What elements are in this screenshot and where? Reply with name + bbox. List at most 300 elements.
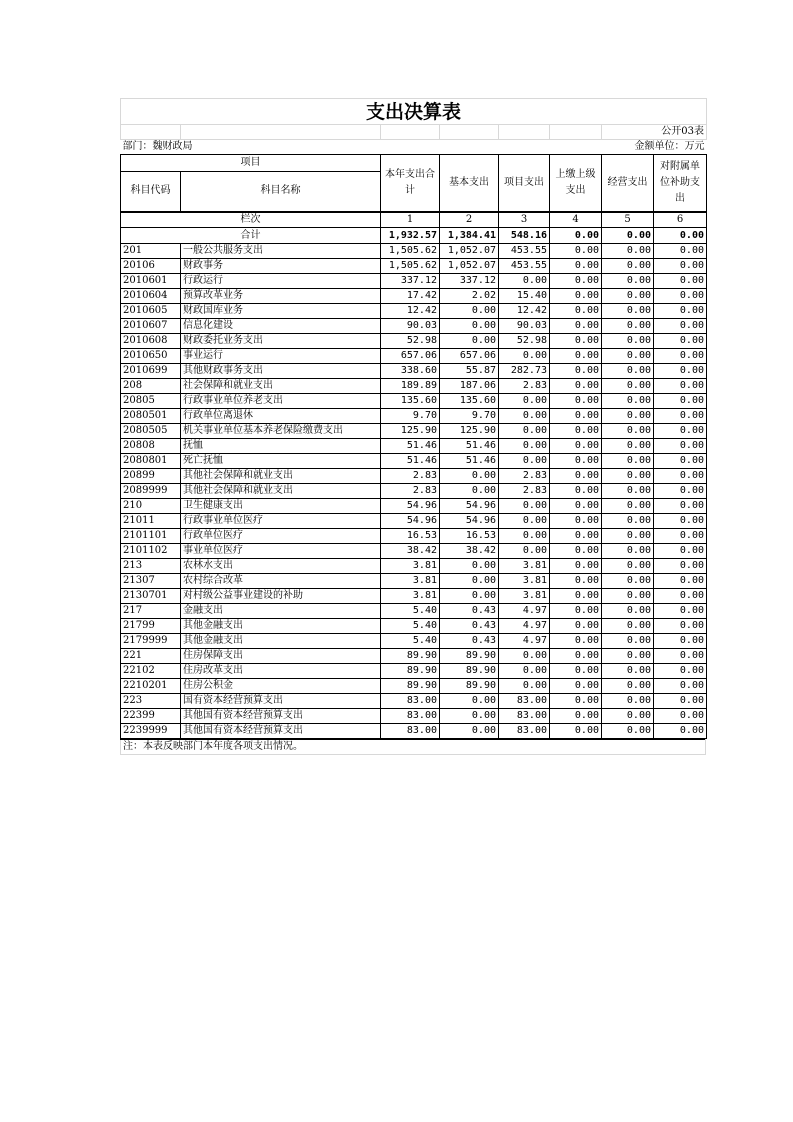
column-index-5: 5 <box>602 212 654 228</box>
amount-cell: 0.00 <box>654 544 707 559</box>
subject-code: 2089999 <box>121 484 181 499</box>
header-basic: 基本支出 <box>440 155 499 212</box>
amount-cell: 2.83 <box>499 469 550 484</box>
table-row <box>121 379 707 394</box>
amount-cell: 453.55 <box>499 244 550 259</box>
amount-cell: 51.46 <box>440 454 499 469</box>
amount-cell: 0.00 <box>602 679 654 694</box>
amount-cell: 189.89 <box>381 379 440 394</box>
total-value: 0.00 <box>550 228 602 244</box>
column-index-1: 1 <box>381 212 440 228</box>
amount-cell: 52.98 <box>381 334 440 349</box>
amount-cell: 0.00 <box>499 424 550 439</box>
amount-cell: 0.00 <box>602 364 654 379</box>
amount-cell: 187.06 <box>440 379 499 394</box>
subject-name: 住房保障支出 <box>181 649 381 664</box>
amount-cell: 0.00 <box>602 259 654 274</box>
table-row <box>121 724 707 739</box>
amount-cell: 0.00 <box>440 574 499 589</box>
amount-cell: 54.96 <box>440 499 499 514</box>
subject-name: 其他国有资本经营预算支出 <box>181 709 381 724</box>
amount-cell: 12.42 <box>499 304 550 319</box>
amount-cell: 0.00 <box>654 379 707 394</box>
amount-cell: 0.00 <box>499 664 550 679</box>
amount-cell: 0.00 <box>440 559 499 574</box>
subject-name: 农村综合改革 <box>181 574 381 589</box>
expenditure-table <box>120 98 707 154</box>
amount-cell: 83.00 <box>381 724 440 739</box>
amount-cell: 125.90 <box>440 424 499 439</box>
table-row <box>121 649 707 664</box>
total-row <box>121 228 707 244</box>
table-row <box>121 454 707 469</box>
amount-cell: 0.00 <box>550 439 602 454</box>
amount-cell: 0.00 <box>654 649 707 664</box>
total-value: 0.00 <box>602 228 654 244</box>
table-row <box>121 619 707 634</box>
column-index-2: 2 <box>440 212 499 228</box>
subject-name: 行政事业单位养老支出 <box>181 394 381 409</box>
subject-code: 22399 <box>121 709 181 724</box>
subject-name: 财政国库业务 <box>181 304 381 319</box>
subject-code: 208 <box>121 379 181 394</box>
table-row <box>121 589 707 604</box>
header-project: 项目 <box>121 155 381 172</box>
amount-cell: 0.00 <box>654 439 707 454</box>
subject-name: 财政委托业务支出 <box>181 334 381 349</box>
amount-cell: 2.83 <box>381 469 440 484</box>
subject-code: 20805 <box>121 394 181 409</box>
subject-code: 20808 <box>121 439 181 454</box>
amount-cell: 0.00 <box>602 304 654 319</box>
table-number: 公开03表 <box>602 125 707 140</box>
header-code: 科目代码 <box>121 172 181 212</box>
amount-cell: 0.00 <box>602 379 654 394</box>
header-upper: 上缴上级支出 <box>550 155 602 212</box>
amount-cell: 0.00 <box>440 319 499 334</box>
table-row <box>121 319 707 334</box>
column-index-row <box>121 212 707 228</box>
amount-cell: 0.00 <box>550 469 602 484</box>
table-row <box>121 349 707 364</box>
amount-cell: 0.00 <box>550 424 602 439</box>
amount-cell: 5.40 <box>381 619 440 634</box>
subject-code: 217 <box>121 604 181 619</box>
amount-cell: 0.00 <box>654 409 707 424</box>
amount-cell: 337.12 <box>440 274 499 289</box>
subject-code: 20899 <box>121 469 181 484</box>
table-row <box>121 664 707 679</box>
subject-name: 行政单位离退休 <box>181 409 381 424</box>
amount-cell: 0.00 <box>602 439 654 454</box>
subject-name: 事业单位医疗 <box>181 544 381 559</box>
amount-cell: 3.81 <box>381 589 440 604</box>
amount-cell: 89.90 <box>381 649 440 664</box>
amount-cell: 0.43 <box>440 619 499 634</box>
subject-code: 2101102 <box>121 544 181 559</box>
table-row <box>121 439 707 454</box>
amount-cell: 2.83 <box>499 379 550 394</box>
amount-cell: 0.00 <box>602 469 654 484</box>
amount-cell: 0.00 <box>550 634 602 649</box>
amount-cell: 0.00 <box>602 664 654 679</box>
amount-cell: 1,505.62 <box>381 259 440 274</box>
table-row <box>121 274 707 289</box>
amount-cell: 0.00 <box>440 724 499 739</box>
subject-code: 2080505 <box>121 424 181 439</box>
subject-name: 住房改革支出 <box>181 664 381 679</box>
subject-code: 2010608 <box>121 334 181 349</box>
amount-cell: 0.00 <box>550 394 602 409</box>
subject-code: 2080801 <box>121 454 181 469</box>
subject-code: 213 <box>121 559 181 574</box>
amount-cell: 0.00 <box>499 679 550 694</box>
amount-cell: 9.70 <box>440 409 499 424</box>
amount-cell: 0.00 <box>550 709 602 724</box>
amount-cell: 83.00 <box>499 724 550 739</box>
subject-code: 21799 <box>121 619 181 634</box>
subject-name: 行政运行 <box>181 274 381 289</box>
amount-cell: 0.00 <box>499 514 550 529</box>
amount-cell: 0.43 <box>440 604 499 619</box>
amount-cell: 9.70 <box>381 409 440 424</box>
amount-cell: 0.00 <box>602 589 654 604</box>
amount-cell: 0.00 <box>499 394 550 409</box>
amount-cell: 0.00 <box>602 484 654 499</box>
amount-cell: 0.00 <box>550 349 602 364</box>
amount-cell: 0.00 <box>550 589 602 604</box>
subject-code: 2010650 <box>121 349 181 364</box>
header-total: 本年支出合计 <box>381 155 440 212</box>
amount-cell: 0.00 <box>440 469 499 484</box>
subject-name: 其他金融支出 <box>181 634 381 649</box>
amount-cell: 0.00 <box>602 619 654 634</box>
amount-cell: 83.00 <box>499 694 550 709</box>
amount-cell: 0.00 <box>550 454 602 469</box>
note-table <box>120 739 706 755</box>
subject-code: 2010604 <box>121 289 181 304</box>
subject-name: 其他金融支出 <box>181 619 381 634</box>
amount-cell: 89.90 <box>440 649 499 664</box>
header-row-1 <box>121 155 707 172</box>
amount-cell: 0.00 <box>499 274 550 289</box>
table-no-row <box>121 125 707 140</box>
amount-cell: 0.00 <box>654 334 707 349</box>
amount-cell: 1,505.62 <box>381 244 440 259</box>
table-row <box>121 289 707 304</box>
amount-cell: 0.00 <box>550 559 602 574</box>
subject-name: 国有资本经营预算支出 <box>181 694 381 709</box>
total-value: 1,932.57 <box>381 228 440 244</box>
subject-code: 2179999 <box>121 634 181 649</box>
footnote: 注：本表反映部门本年度各项支出情况。 <box>121 740 706 755</box>
amount-cell: 1,052.07 <box>440 244 499 259</box>
amount-cell: 3.81 <box>381 559 440 574</box>
amount-cell: 0.00 <box>654 259 707 274</box>
amount-cell: 89.90 <box>440 679 499 694</box>
table-row <box>121 559 707 574</box>
amount-cell: 3.81 <box>499 559 550 574</box>
amount-cell: 0.00 <box>550 574 602 589</box>
amount-cell: 83.00 <box>381 709 440 724</box>
amount-cell: 0.00 <box>654 304 707 319</box>
subject-name: 社会保障和就业支出 <box>181 379 381 394</box>
subject-code: 201 <box>121 244 181 259</box>
amount-cell: 0.00 <box>602 634 654 649</box>
amount-cell: 0.00 <box>654 454 707 469</box>
amount-cell: 0.00 <box>654 634 707 649</box>
amount-cell: 3.81 <box>381 574 440 589</box>
total-value: 548.16 <box>499 228 550 244</box>
amount-cell: 52.98 <box>499 334 550 349</box>
table-row <box>121 514 707 529</box>
amount-cell: 0.00 <box>550 724 602 739</box>
amount-cell: 0.00 <box>654 364 707 379</box>
department-label: 部门：魏财政局 <box>121 140 499 155</box>
amount-cell: 17.42 <box>381 289 440 304</box>
amount-cell: 338.60 <box>381 364 440 379</box>
amount-cell: 54.96 <box>381 499 440 514</box>
subject-name: 农林水支出 <box>181 559 381 574</box>
amount-cell: 0.00 <box>550 664 602 679</box>
amount-cell: 38.42 <box>381 544 440 559</box>
subject-code: 2210201 <box>121 679 181 694</box>
amount-cell: 0.00 <box>499 649 550 664</box>
amount-cell: 282.73 <box>499 364 550 379</box>
table-row <box>121 604 707 619</box>
amount-cell: 0.00 <box>602 409 654 424</box>
total-label: 合计 <box>121 228 381 244</box>
amount-cell: 51.46 <box>440 439 499 454</box>
amount-cell: 135.60 <box>440 394 499 409</box>
subject-code: 2010607 <box>121 319 181 334</box>
amount-cell: 0.00 <box>654 604 707 619</box>
table-row <box>121 574 707 589</box>
amount-cell: 83.00 <box>499 709 550 724</box>
amount-cell: 0.00 <box>499 529 550 544</box>
subject-name: 对村级公益事业建设的补助 <box>181 589 381 604</box>
subject-code: 2101101 <box>121 529 181 544</box>
amount-cell: 0.00 <box>602 334 654 349</box>
amount-cell: 0.00 <box>550 679 602 694</box>
column-index-3: 3 <box>499 212 550 228</box>
subject-name: 抚恤 <box>181 439 381 454</box>
amount-cell: 657.06 <box>440 349 499 364</box>
amount-cell: 3.81 <box>499 574 550 589</box>
table-row <box>121 679 707 694</box>
amount-cell: 54.96 <box>440 514 499 529</box>
amount-cell: 0.00 <box>602 424 654 439</box>
amount-cell: 2.83 <box>499 484 550 499</box>
amount-cell: 0.00 <box>602 544 654 559</box>
amount-cell: 0.00 <box>550 259 602 274</box>
amount-cell: 0.00 <box>654 679 707 694</box>
amount-cell: 0.00 <box>602 274 654 289</box>
amount-cell: 1,052.07 <box>440 259 499 274</box>
subject-code: 20106 <box>121 259 181 274</box>
amount-cell: 0.00 <box>550 694 602 709</box>
subject-name: 信息化建设 <box>181 319 381 334</box>
amount-cell: 0.00 <box>499 454 550 469</box>
amount-cell: 0.00 <box>602 724 654 739</box>
amount-cell: 0.00 <box>602 604 654 619</box>
amount-cell: 0.00 <box>654 559 707 574</box>
amount-cell: 0.00 <box>654 394 707 409</box>
amount-cell: 0.00 <box>654 274 707 289</box>
subject-code: 2010605 <box>121 304 181 319</box>
amount-cell: 16.53 <box>381 529 440 544</box>
amount-cell: 0.00 <box>550 529 602 544</box>
subject-name: 机关事业单位基本养老保险缴费支出 <box>181 424 381 439</box>
amount-cell: 0.00 <box>654 574 707 589</box>
amount-cell: 0.00 <box>602 454 654 469</box>
amount-cell: 0.00 <box>550 544 602 559</box>
amount-cell: 0.00 <box>550 649 602 664</box>
table-row <box>121 634 707 649</box>
amount-cell: 2.02 <box>440 289 499 304</box>
table-row <box>121 364 707 379</box>
page-title: 支出决算表 <box>121 99 707 125</box>
amount-cell: 0.00 <box>602 349 654 364</box>
table-row <box>121 394 707 409</box>
amount-cell: 2.83 <box>381 484 440 499</box>
table-row <box>121 469 707 484</box>
amount-cell: 83.00 <box>381 694 440 709</box>
table-row <box>121 484 707 499</box>
header-project-expense: 项目支出 <box>499 155 550 212</box>
header-business: 经营支出 <box>602 155 654 212</box>
amount-cell: 0.00 <box>499 439 550 454</box>
amount-cell: 12.42 <box>381 304 440 319</box>
amount-cell: 90.03 <box>499 319 550 334</box>
unit-label: 金额单位：万元 <box>499 140 707 155</box>
amount-cell: 0.00 <box>602 559 654 574</box>
subject-name: 其他财政事务支出 <box>181 364 381 379</box>
subject-code: 21307 <box>121 574 181 589</box>
amount-cell: 0.00 <box>654 289 707 304</box>
amount-cell: 0.00 <box>654 244 707 259</box>
amount-cell: 657.06 <box>381 349 440 364</box>
subject-code: 21011 <box>121 514 181 529</box>
table-row <box>121 334 707 349</box>
amount-cell: 0.00 <box>550 274 602 289</box>
amount-cell: 0.00 <box>654 319 707 334</box>
amount-cell: 0.00 <box>654 424 707 439</box>
amount-cell: 0.00 <box>550 514 602 529</box>
amount-cell: 0.00 <box>654 724 707 739</box>
amount-cell: 0.00 <box>654 619 707 634</box>
amount-cell: 4.97 <box>499 619 550 634</box>
amount-cell: 0.00 <box>550 484 602 499</box>
subject-name: 行政单位医疗 <box>181 529 381 544</box>
amount-cell: 4.97 <box>499 604 550 619</box>
amount-cell: 135.60 <box>381 394 440 409</box>
subject-name: 卫生健康支出 <box>181 499 381 514</box>
subject-code: 221 <box>121 649 181 664</box>
subject-code: 2010601 <box>121 274 181 289</box>
amount-cell: 0.00 <box>550 364 602 379</box>
amount-cell: 0.00 <box>654 694 707 709</box>
amount-cell: 0.00 <box>602 709 654 724</box>
subject-code: 2130701 <box>121 589 181 604</box>
amount-cell: 0.00 <box>602 649 654 664</box>
amount-cell: 0.00 <box>550 499 602 514</box>
amount-cell: 125.90 <box>381 424 440 439</box>
amount-cell: 0.00 <box>602 244 654 259</box>
amount-cell: 51.46 <box>381 454 440 469</box>
amount-cell: 0.00 <box>550 604 602 619</box>
subject-name: 其他社会保障和就业支出 <box>181 469 381 484</box>
subject-code: 223 <box>121 694 181 709</box>
amount-cell: 15.40 <box>499 289 550 304</box>
header-subsidiary: 对附属单位补助支出 <box>654 155 707 212</box>
amount-cell: 0.00 <box>550 409 602 424</box>
table-row <box>121 709 707 724</box>
amount-cell: 5.40 <box>381 604 440 619</box>
amount-cell: 0.00 <box>550 379 602 394</box>
amount-cell: 0.00 <box>602 574 654 589</box>
subject-name: 事业运行 <box>181 349 381 364</box>
column-index-6: 6 <box>654 212 707 228</box>
amount-cell: 0.00 <box>602 319 654 334</box>
amount-cell: 0.00 <box>654 514 707 529</box>
amount-cell: 0.00 <box>440 334 499 349</box>
amount-cell: 38.42 <box>440 544 499 559</box>
amount-cell: 0.43 <box>440 634 499 649</box>
amount-cell: 3.81 <box>499 589 550 604</box>
amount-cell: 16.53 <box>440 529 499 544</box>
note-row <box>121 740 706 755</box>
subject-code: 2239999 <box>121 724 181 739</box>
amount-cell: 0.00 <box>550 244 602 259</box>
amount-cell: 0.00 <box>550 334 602 349</box>
amount-cell: 0.00 <box>654 484 707 499</box>
subject-name: 其他社会保障和就业支出 <box>181 484 381 499</box>
amount-cell: 51.46 <box>381 439 440 454</box>
title-row <box>121 99 707 125</box>
subject-code: 2010699 <box>121 364 181 379</box>
amount-cell: 0.00 <box>499 544 550 559</box>
table-row <box>121 529 707 544</box>
amount-cell: 0.00 <box>602 694 654 709</box>
subject-name: 一般公共服务支出 <box>181 244 381 259</box>
amount-cell: 55.87 <box>440 364 499 379</box>
subject-name: 预算改革业务 <box>181 289 381 304</box>
subject-code: 2080501 <box>121 409 181 424</box>
table-row <box>121 544 707 559</box>
column-index-4: 4 <box>550 212 602 228</box>
amount-cell: 0.00 <box>499 499 550 514</box>
amount-cell: 0.00 <box>440 589 499 604</box>
subject-name: 行政事业单位医疗 <box>181 514 381 529</box>
amount-cell: 0.00 <box>440 709 499 724</box>
amount-cell: 5.40 <box>381 634 440 649</box>
amount-cell: 337.12 <box>381 274 440 289</box>
amount-cell: 0.00 <box>550 304 602 319</box>
table-row <box>121 499 707 514</box>
meta-row <box>121 140 707 155</box>
data-rows <box>121 244 707 739</box>
amount-cell: 0.00 <box>550 619 602 634</box>
amount-cell: 0.00 <box>602 289 654 304</box>
amount-cell: 89.90 <box>440 664 499 679</box>
amount-cell: 0.00 <box>654 529 707 544</box>
amount-cell: 0.00 <box>440 304 499 319</box>
amount-cell: 0.00 <box>440 484 499 499</box>
amount-cell: 4.97 <box>499 634 550 649</box>
header-name: 科目名称 <box>181 172 381 212</box>
amount-cell: 0.00 <box>440 694 499 709</box>
